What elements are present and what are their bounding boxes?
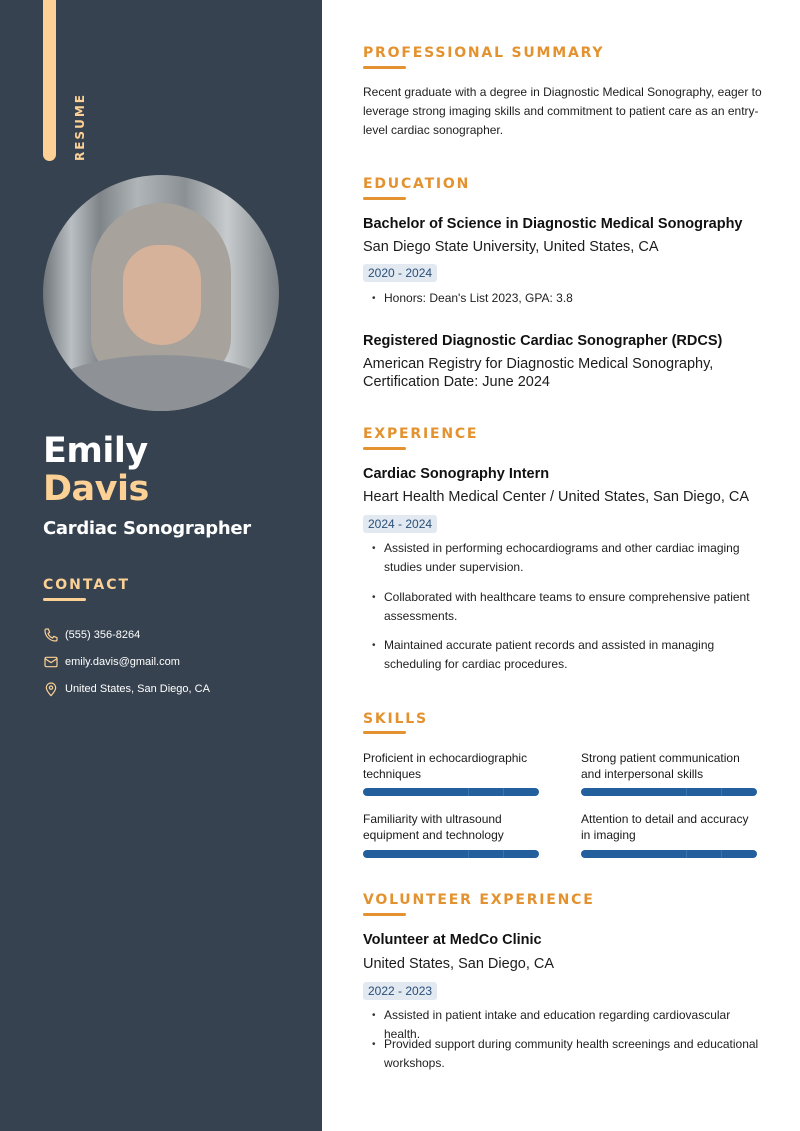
volunteer-underline — [363, 913, 406, 916]
contact-heading: CONTACT — [43, 577, 131, 593]
contact-underline — [43, 598, 86, 601]
experience-bullet: • Assisted in performing echocardiograms and other cardiac imaging studies under supervision. — [372, 539, 767, 577]
skill-label: Familiarity with ultrasound equipment and technology — [363, 812, 504, 842]
volunteer-bullet: • Provided support during community health screenings and educational workshops. — [372, 1035, 767, 1073]
skill-bar-segment — [503, 850, 504, 858]
summary-heading: PROFESSIONAL SUMMARY — [363, 45, 605, 61]
skills-heading: SKILLS — [363, 711, 428, 727]
experience-entry-title: Cardiac Sonography Intern — [363, 466, 550, 482]
contact-email-text: emily.davis@gmail.com — [65, 656, 180, 668]
summary-underline — [363, 66, 406, 69]
skill-bar — [581, 788, 757, 796]
contact-location — [43, 681, 210, 697]
skill-bar — [363, 788, 539, 796]
certification-title: Registered Diagnostic Cardiac Sonographer (RDCS) — [363, 333, 723, 349]
location-pin-icon — [43, 681, 59, 697]
education-entry-subtitle: San Diego State University, United States, CA — [363, 239, 659, 255]
volunteer-entry-subtitle: United States, San Diego, CA — [363, 956, 555, 972]
volunteer-date-badge: 2022 - 2023 — [363, 982, 437, 1000]
skill-bar-segment — [686, 850, 687, 858]
accent-bar — [43, 0, 56, 161]
summary-text: Recent graduate with a degree in Diagnostic Medical Sonography, eager to leverage strong imaging skills and commitment to patient care as an entry-level cardiac sonographer. — [363, 85, 762, 137]
sidebar — [0, 0, 322, 1131]
mail-icon — [43, 654, 59, 670]
skill-bar-segment — [686, 788, 687, 796]
contact-location-text: United States, San Diego, CA — [65, 683, 210, 695]
contact-phone[interactable] — [43, 627, 140, 643]
name-first: Emily — [43, 431, 148, 471]
education-date-badge: 2020 - 2024 — [363, 264, 437, 282]
experience-bullet: • Collaborated with healthcare teams to ensure comprehensive patient assessments. — [372, 588, 767, 626]
skill-label: Proficient in echocardiographic techniques — [363, 751, 528, 781]
phone-icon — [43, 627, 59, 643]
certification-subtitle: American Registry for Diagnostic Medical Sonography, Certification Date: June 2024 — [363, 356, 714, 390]
skill-bar-segment — [721, 788, 722, 796]
volunteer-entry-title: Volunteer at MedCo Clinic — [363, 932, 542, 948]
education-heading: EDUCATION — [363, 176, 471, 192]
skill-bar-segment — [468, 850, 469, 858]
photo-face — [123, 245, 201, 345]
skill-label: Attention to detail and accuracy in imaging — [581, 812, 749, 842]
skill-bar — [581, 850, 757, 858]
contact-email[interactable] — [43, 654, 180, 670]
profile-photo — [43, 175, 279, 411]
volunteer-bullet: • Assisted in patient intake and education regarding cardiovascular health. — [372, 1006, 767, 1044]
skills-underline — [363, 731, 406, 734]
skill-bar-segment — [503, 788, 504, 796]
resume-vertical-label: RESUME — [73, 93, 87, 161]
skill-bar — [363, 850, 539, 858]
experience-bullet: • Maintained accurate patient records and assisted in managing scheduling for cardiac procedures. — [372, 636, 767, 674]
contact-phone-text: (555) 356-8264 — [65, 629, 141, 641]
volunteer-heading: VOLUNTEER EXPERIENCE — [363, 892, 595, 908]
experience-date-badge: 2024 - 2024 — [363, 515, 437, 533]
job-title: Cardiac Sonographer — [43, 518, 251, 539]
experience-entry-subtitle: Heart Health Medical Center / United States, San Diego, CA — [363, 489, 750, 505]
skill-bar-segment — [721, 850, 722, 858]
skill-label: Strong patient communication and interpersonal skills — [581, 751, 740, 781]
skill-bar-segment — [468, 788, 469, 796]
photo-hoodie — [43, 355, 279, 411]
experience-underline — [363, 447, 406, 450]
education-entry-title: Bachelor of Science in Diagnostic Medical Sonography — [363, 216, 743, 232]
experience-heading: EXPERIENCE — [363, 426, 479, 442]
education-underline — [363, 197, 406, 200]
education-bullet: • Honors: Dean's List 2023, GPA: 3.8 — [372, 289, 767, 308]
name-last: Davis — [43, 469, 149, 509]
